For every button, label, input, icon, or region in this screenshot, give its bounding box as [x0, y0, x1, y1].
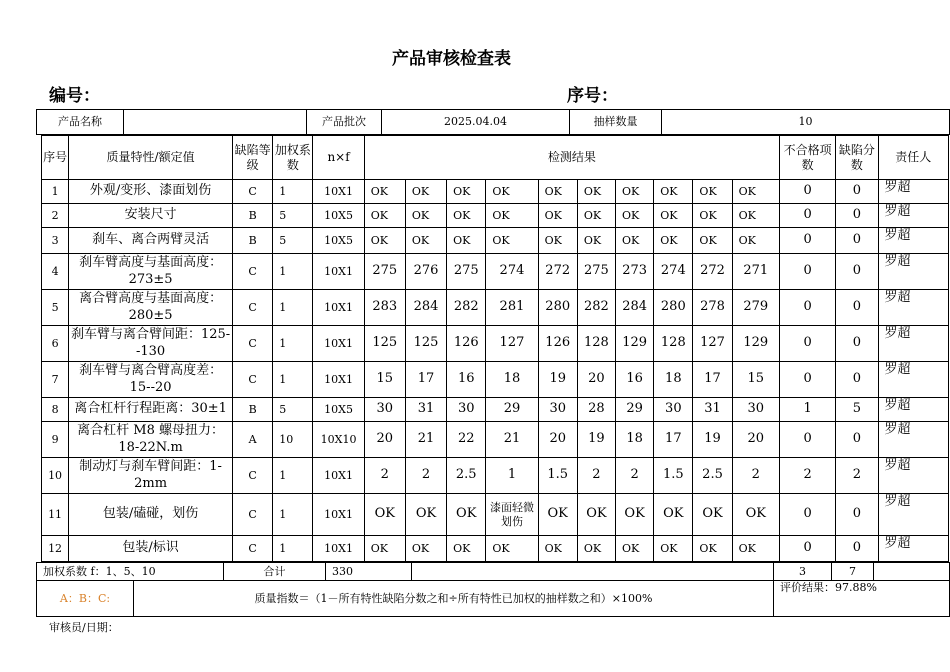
row-characteristic: 安装尺寸: [69, 204, 233, 228]
sequence-label: 序号：: [567, 86, 618, 106]
row-characteristic: 刹车臂与离合臂高度差：15--20: [69, 362, 233, 398]
row-defect-level: C: [233, 254, 273, 290]
evaluation-result: 评价结果：97.88%: [774, 581, 950, 617]
result-cell: 19: [538, 362, 577, 398]
result-cell: 272: [693, 254, 732, 290]
table-row: [42, 228, 949, 254]
result-cell: 282: [447, 290, 486, 326]
result-cell: 128: [654, 326, 693, 362]
result-cell: 2: [616, 458, 654, 494]
col-nonconforming: 不合格项数: [779, 136, 835, 180]
result-cell: OK: [364, 180, 405, 204]
result-cell: OK: [447, 204, 486, 228]
result-cell: 18: [616, 422, 654, 458]
result-cell: 30: [538, 398, 577, 422]
row-nonconforming: 0: [779, 204, 835, 228]
row-nxf: 10X1: [313, 326, 364, 362]
result-cell: 30: [732, 398, 779, 422]
result-cell: OK: [538, 204, 577, 228]
row-nxf: 10X5: [313, 204, 364, 228]
result-cell: 16: [616, 362, 654, 398]
row-defect-score: 0: [836, 204, 878, 228]
row-characteristic: 离合杠杆行程距离：30±1: [69, 398, 233, 422]
total-blank: [412, 563, 774, 581]
result-cell: 19: [693, 422, 732, 458]
row-nxf: 10X1: [313, 536, 364, 562]
row-no: 11: [42, 494, 69, 536]
result-cell: 274: [654, 254, 693, 290]
result-cell: 22: [447, 422, 486, 458]
result-cell: 284: [405, 290, 446, 326]
row-responsible: 罗超: [878, 326, 949, 362]
row-no: 7: [42, 362, 69, 398]
result-cell: 2: [577, 458, 615, 494]
row-weight: 5: [273, 204, 313, 228]
table-row: [42, 180, 949, 204]
row-characteristic: 包装/标识: [69, 536, 233, 562]
result-cell: OK: [616, 180, 654, 204]
result-cell: OK: [693, 228, 732, 254]
row-characteristic: 外观/变形、漆面划伤: [69, 180, 233, 204]
row-responsible: 罗超: [878, 458, 949, 494]
row-weight: 1: [273, 362, 313, 398]
result-cell: OK: [364, 204, 405, 228]
result-cell: OK: [693, 536, 732, 562]
row-weight: 1: [273, 494, 313, 536]
result-cell: 30: [447, 398, 486, 422]
row-defect-level: C: [233, 494, 273, 536]
result-cell: 284: [616, 290, 654, 326]
result-cell: 272: [538, 254, 577, 290]
result-cell: 279: [732, 290, 779, 326]
row-weight: 1: [273, 180, 313, 204]
row-nxf: 10X1: [313, 458, 364, 494]
row-responsible: 罗超: [878, 180, 949, 204]
result-cell: 漆面轻微划伤: [486, 494, 538, 536]
row-characteristic: 离合臂高度与基面高度：280±5: [69, 290, 233, 326]
row-responsible: 罗超: [878, 536, 949, 562]
row-defect-level: B: [233, 204, 273, 228]
code-label: 编号：: [49, 86, 100, 106]
row-characteristic: 离合杠杆 M8 螺母扭力：18-22N.m: [69, 422, 233, 458]
result-cell: 275: [364, 254, 405, 290]
row-no: 12: [42, 536, 69, 562]
row-nonconforming: 0: [779, 536, 835, 562]
result-cell: OK: [486, 228, 538, 254]
table-row: [42, 362, 949, 398]
result-cell: 28: [577, 398, 615, 422]
col-no: 序号: [42, 136, 69, 180]
result-cell: 20: [538, 422, 577, 458]
col-defect-score: 缺陷分数: [836, 136, 878, 180]
row-weight: 1: [273, 290, 313, 326]
row-no: 8: [42, 398, 69, 422]
result-cell: 282: [577, 290, 615, 326]
row-characteristic: 刹车臂高度与基面高度：273±5: [69, 254, 233, 290]
result-cell: 125: [364, 326, 405, 362]
row-nonconforming: 0: [779, 180, 835, 204]
result-cell: OK: [364, 228, 405, 254]
row-no: 4: [42, 254, 69, 290]
result-cell: OK: [486, 204, 538, 228]
row-responsible: 罗超: [878, 254, 949, 290]
row-responsible: 罗超: [878, 398, 949, 422]
result-cell: 2: [405, 458, 446, 494]
batch-value[interactable]: 2025.04.04: [382, 110, 570, 135]
row-nonconforming: 0: [779, 254, 835, 290]
table-row: [42, 422, 949, 458]
row-no: 1: [42, 180, 69, 204]
row-nxf: 10X1: [313, 254, 364, 290]
result-cell: 126: [447, 326, 486, 362]
row-nxf: 10X1: [313, 494, 364, 536]
result-cell: 2: [732, 458, 779, 494]
row-nonconforming: 2: [779, 458, 835, 494]
total-label: 合计: [224, 563, 326, 581]
row-defect-score: 2: [836, 458, 878, 494]
result-cell: OK: [364, 536, 405, 562]
summary-table: [36, 562, 950, 617]
table-row: [42, 290, 949, 326]
result-cell: 21: [405, 422, 446, 458]
result-cell: OK: [654, 494, 693, 536]
result-cell: 276: [405, 254, 446, 290]
row-defect-score: 0: [836, 422, 878, 458]
result-cell: 1.5: [654, 458, 693, 494]
result-cell: OK: [364, 494, 405, 536]
row-characteristic: 制动灯与刹车臂间距：1-2mm: [69, 458, 233, 494]
col-nxf: n×f: [313, 136, 364, 180]
result-cell: 281: [486, 290, 538, 326]
nonconforming-total: 3: [774, 563, 832, 581]
result-cell: OK: [732, 536, 779, 562]
result-cell: OK: [654, 536, 693, 562]
result-cell: OK: [405, 536, 446, 562]
inspection-rows: [42, 180, 949, 562]
row-defect-level: C: [233, 536, 273, 562]
result-cell: 280: [538, 290, 577, 326]
row-weight: 10: [273, 422, 313, 458]
result-cell: 127: [693, 326, 732, 362]
row-responsible: 罗超: [878, 204, 949, 228]
result-cell: OK: [447, 494, 486, 536]
result-cell: OK: [577, 180, 615, 204]
abc-label: A：B：C:: [37, 581, 134, 617]
row-nonconforming: 0: [779, 362, 835, 398]
result-cell: OK: [405, 180, 446, 204]
result-cell: OK: [405, 204, 446, 228]
sample-count-label: 抽样数量: [570, 110, 662, 135]
result-cell: 273: [616, 254, 654, 290]
row-nonconforming: 0: [779, 422, 835, 458]
row-characteristic: 刹车臂与离合臂间距：125--130: [69, 326, 233, 362]
result-cell: OK: [447, 180, 486, 204]
row-defect-score: 5: [836, 398, 878, 422]
row-no: 6: [42, 326, 69, 362]
table-row: [42, 536, 949, 562]
inspection-table: [41, 135, 949, 562]
result-cell: OK: [538, 228, 577, 254]
row-defect-level: C: [233, 458, 273, 494]
product-name-value[interactable]: [124, 110, 307, 135]
result-cell: 31: [693, 398, 732, 422]
result-cell: 15: [364, 362, 405, 398]
result-cell: OK: [654, 228, 693, 254]
table-row: [42, 458, 949, 494]
result-cell: OK: [616, 494, 654, 536]
row-defect-score: 0: [836, 536, 878, 562]
result-cell: OK: [447, 536, 486, 562]
table-row: [42, 398, 949, 422]
result-cell: OK: [538, 494, 577, 536]
result-cell: 29: [486, 398, 538, 422]
row-defect-level: C: [233, 326, 273, 362]
result-cell: OK: [732, 204, 779, 228]
quality-index-formula: 质量指数＝（1－所有特性缺陷分数之和÷所有特性已加权的抽样数之和）×100%: [134, 581, 774, 617]
result-cell: 30: [654, 398, 693, 422]
result-cell: 17: [693, 362, 732, 398]
summary-blank: [874, 563, 950, 581]
row-responsible: 罗超: [878, 228, 949, 254]
result-cell: 126: [538, 326, 577, 362]
col-responsible: 责任人: [878, 136, 949, 180]
result-cell: 283: [364, 290, 405, 326]
row-weight: 5: [273, 398, 313, 422]
result-cell: 129: [732, 326, 779, 362]
result-cell: 2: [364, 458, 405, 494]
result-cell: OK: [405, 228, 446, 254]
result-cell: 125: [405, 326, 446, 362]
result-cell: 19: [577, 422, 615, 458]
result-cell: 274: [486, 254, 538, 290]
result-cell: 16: [447, 362, 486, 398]
sample-count-value[interactable]: 10: [662, 110, 950, 135]
product-info-table: [36, 109, 950, 135]
result-cell: OK: [732, 494, 779, 536]
table-row: [42, 204, 949, 228]
result-cell: 275: [577, 254, 615, 290]
row-nxf: 10X5: [313, 398, 364, 422]
result-cell: 17: [405, 362, 446, 398]
row-nxf: 10X1: [313, 362, 364, 398]
col-weight: 加权系数: [273, 136, 313, 180]
row-defect-level: B: [233, 228, 273, 254]
row-no: 9: [42, 422, 69, 458]
row-weight: 5: [273, 228, 313, 254]
result-cell: OK: [486, 536, 538, 562]
product-name-label: 产品名称: [37, 110, 124, 135]
result-cell: OK: [577, 204, 615, 228]
row-defect-score: 0: [836, 290, 878, 326]
result-cell: OK: [577, 228, 615, 254]
auditor-date-label: 审核员/日期：: [49, 621, 119, 634]
row-defect-score: 0: [836, 326, 878, 362]
result-cell: 129: [616, 326, 654, 362]
row-defect-level: C: [233, 362, 273, 398]
result-cell: OK: [577, 494, 615, 536]
result-cell: OK: [447, 228, 486, 254]
row-no: 2: [42, 204, 69, 228]
result-cell: 2.5: [447, 458, 486, 494]
result-cell: 1.5: [538, 458, 577, 494]
result-cell: 18: [654, 362, 693, 398]
page-title: 产品审核检查表: [392, 49, 511, 69]
row-defect-level: A: [233, 422, 273, 458]
result-cell: OK: [616, 536, 654, 562]
result-cell: 275: [447, 254, 486, 290]
row-nxf: 10X10: [313, 422, 364, 458]
result-cell: 21: [486, 422, 538, 458]
result-cell: 271: [732, 254, 779, 290]
result-cell: 29: [616, 398, 654, 422]
row-no: 3: [42, 228, 69, 254]
result-cell: OK: [538, 536, 577, 562]
col-results: 检测结果: [364, 136, 779, 180]
row-weight: 1: [273, 254, 313, 290]
result-cell: 127: [486, 326, 538, 362]
result-cell: 20: [364, 422, 405, 458]
row-nonconforming: 0: [779, 494, 835, 536]
result-cell: OK: [654, 180, 693, 204]
row-characteristic: 包装/磕碰，划伤: [69, 494, 233, 536]
row-defect-score: 0: [836, 254, 878, 290]
row-nxf: 10X1: [313, 180, 364, 204]
result-cell: 1: [486, 458, 538, 494]
row-responsible: 罗超: [878, 290, 949, 326]
table-row: [42, 254, 949, 290]
row-nxf: 10X1: [313, 290, 364, 326]
row-defect-score: 0: [836, 494, 878, 536]
result-cell: 278: [693, 290, 732, 326]
row-defect-level: B: [233, 398, 273, 422]
row-defect-level: C: [233, 290, 273, 326]
row-defect-level: C: [233, 180, 273, 204]
result-cell: 20: [577, 362, 615, 398]
defect-score-total: 7: [832, 563, 874, 581]
row-nonconforming: 0: [779, 290, 835, 326]
row-defect-score: 0: [836, 180, 878, 204]
result-cell: OK: [405, 494, 446, 536]
row-nonconforming: 0: [779, 326, 835, 362]
result-cell: 31: [405, 398, 446, 422]
result-cell: OK: [486, 180, 538, 204]
row-no: 5: [42, 290, 69, 326]
row-weight: 1: [273, 458, 313, 494]
row-no: 10: [42, 458, 69, 494]
row-nxf: 10X5: [313, 228, 364, 254]
result-cell: OK: [616, 204, 654, 228]
result-cell: OK: [732, 228, 779, 254]
row-nonconforming: 1: [779, 398, 835, 422]
result-cell: OK: [732, 180, 779, 204]
result-cell: 128: [577, 326, 615, 362]
row-nonconforming: 0: [779, 228, 835, 254]
result-cell: OK: [538, 180, 577, 204]
batch-label: 产品批次: [307, 110, 382, 135]
row-weight: 1: [273, 326, 313, 362]
row-responsible: 罗超: [878, 494, 949, 536]
col-defect-level: 缺陷等级: [233, 136, 273, 180]
row-weight: 1: [273, 536, 313, 562]
result-cell: 30: [364, 398, 405, 422]
result-cell: 2.5: [693, 458, 732, 494]
row-responsible: 罗超: [878, 362, 949, 398]
row-defect-score: 0: [836, 228, 878, 254]
result-cell: OK: [693, 494, 732, 536]
result-cell: OK: [616, 228, 654, 254]
result-cell: 15: [732, 362, 779, 398]
total-value: 330: [326, 563, 412, 581]
result-cell: 17: [654, 422, 693, 458]
col-characteristic: 质量特性/额定值: [69, 136, 233, 180]
result-cell: OK: [693, 204, 732, 228]
row-defect-score: 0: [836, 362, 878, 398]
table-row: [42, 326, 949, 362]
result-cell: OK: [693, 180, 732, 204]
row-responsible: 罗超: [878, 422, 949, 458]
table-row: [42, 494, 949, 536]
row-characteristic: 刹车、离合两臂灵活: [69, 228, 233, 254]
weights-note: 加权系数 f：1、5、10: [37, 563, 224, 581]
result-cell: 280: [654, 290, 693, 326]
result-cell: OK: [654, 204, 693, 228]
result-cell: 18: [486, 362, 538, 398]
result-cell: OK: [577, 536, 615, 562]
result-cell: 20: [732, 422, 779, 458]
